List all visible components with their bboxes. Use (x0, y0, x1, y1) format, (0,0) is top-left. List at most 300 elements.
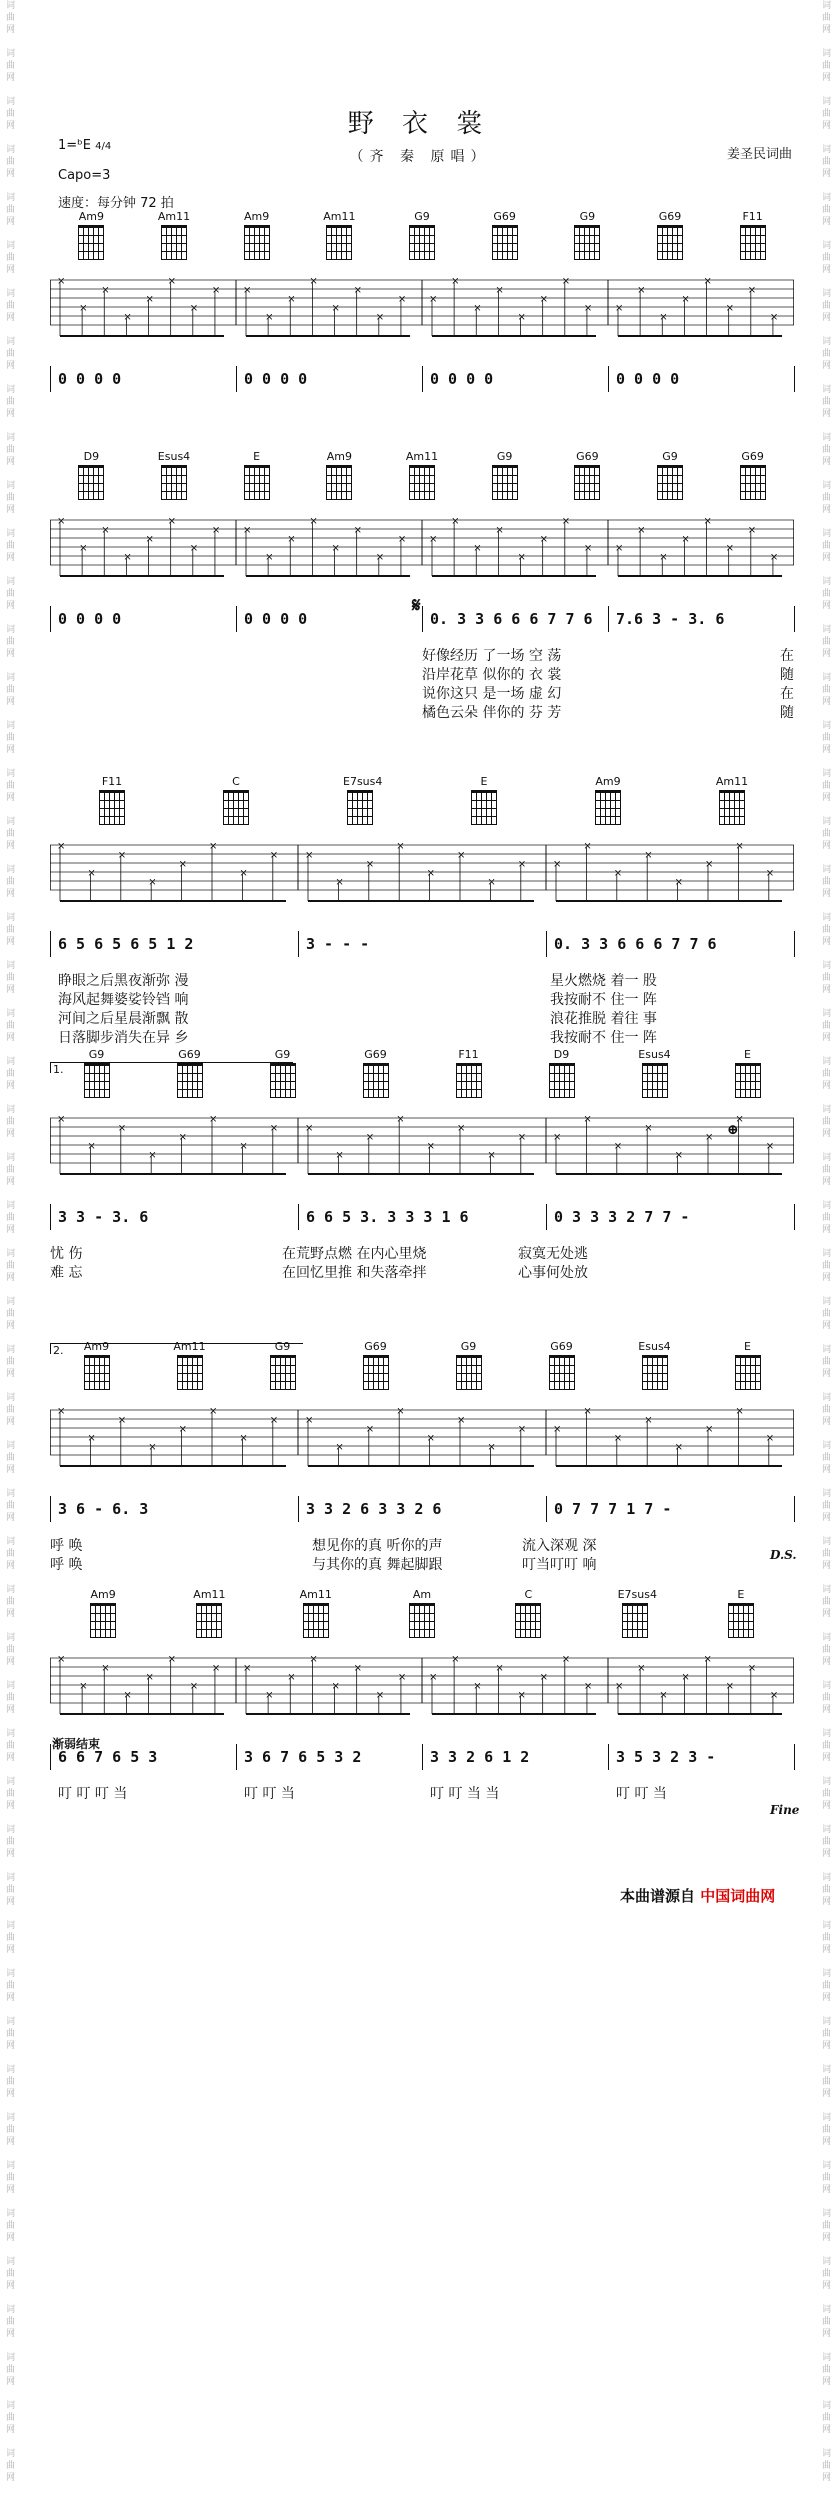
barline (422, 1744, 423, 1770)
tab-staff (50, 1406, 794, 1470)
chord-diagram (322, 210, 356, 260)
barline (236, 366, 237, 392)
chord-diagram (724, 1588, 758, 1638)
chord-name: E7sus4 (617, 1588, 657, 1601)
chord-grid (471, 790, 497, 825)
svg-text:×: × (725, 303, 735, 314)
chord-diagram (488, 210, 522, 260)
chord-grid (492, 465, 518, 500)
key-signature: 1=ᵇE 4/4 (58, 138, 112, 153)
measure: 3 3 - 3. 6 (58, 1208, 149, 1226)
barline (794, 1204, 795, 1230)
tempo: 速度：每分钟 72 拍 (58, 196, 174, 211)
chord-name: G69 (493, 210, 516, 223)
right-watermark: 词 曲 网 词 曲 网 词 曲 网 词 曲 网 词 曲 网 词 曲 网 词 曲 网 词 曲 网 词 曲 网 词 曲 网 词 曲 网 词 曲 网 词 曲 网 词 曲 网 词 曲 网 词 曲 网 词 曲 网 词 曲 网 词 曲 网 词 曲 网 词 曲 网 词 曲 网 词 曲 网 词 曲 网 词 曲 网 词 曲 网 词 曲 网 词 曲 网 词 曲 网 词 曲 网 词 曲 网 词 曲 网 词 曲 网 词 曲 网 词 曲 网 词 曲 网 词 曲 网 词 曲 网 词 曲 网 词 曲 网 词 曲 网 词 曲 网 词 曲 网 词 曲 网 词 曲 网 词 曲 网 词 曲 网 词 曲 网 词 曲 网 词 曲 网 词 曲 网 词 曲 网 (822, 1, 832, 2483)
lyric-line (50, 970, 794, 988)
svg-text:×: × (117, 1123, 127, 1134)
svg-text:×: × (305, 1123, 314, 1134)
svg-text:×: × (615, 1681, 624, 1692)
chord-diagram (322, 450, 356, 500)
lyric-segment: 在回忆里推 和失落牵拌 (282, 1265, 427, 1281)
barline (236, 606, 237, 632)
chord-diagram (570, 450, 604, 500)
chord-name: E (480, 775, 488, 788)
lyric-line (50, 1535, 794, 1553)
chord-diagram (343, 775, 383, 825)
measure: 0 0 0 0 (58, 610, 122, 628)
svg-text:×: × (765, 1433, 775, 1444)
chord-grid (456, 1355, 482, 1390)
svg-text:×: × (674, 877, 683, 888)
svg-text:×: × (397, 534, 407, 545)
chord-name: F11 (458, 1048, 479, 1061)
svg-text:×: × (209, 841, 218, 852)
lyric-segment: 河间之后星晨渐飘 散 (58, 1011, 189, 1027)
chord-name: Am11 (405, 450, 439, 463)
svg-text:×: × (265, 312, 274, 323)
chord-grid (622, 1603, 648, 1638)
jianpu-row (50, 1500, 794, 1522)
svg-text:×: × (725, 543, 735, 554)
measure: 0 0 0 0 (244, 610, 308, 628)
svg-text:×: × (539, 1672, 549, 1683)
svg-text:×: × (644, 1123, 653, 1134)
chord-grid (515, 1603, 541, 1638)
chord-grid (223, 790, 249, 825)
chord-name: G9 (662, 450, 678, 463)
chord-diagram (74, 450, 108, 500)
chord-grid (574, 465, 600, 500)
chord-name: G69 (741, 450, 764, 463)
svg-text:×: × (309, 276, 318, 287)
chord-name: Am9 (326, 450, 352, 463)
svg-text:×: × (487, 1442, 496, 1453)
svg-text:×: × (79, 303, 88, 314)
lyric-segment: 随 (780, 667, 794, 683)
lyric-segment: 海风起舞婆娑铃铛 响 (58, 992, 189, 1008)
svg-text:×: × (353, 1663, 363, 1674)
svg-text:×: × (681, 294, 690, 305)
svg-text:×: × (517, 1132, 527, 1143)
chord-diagram (545, 1048, 579, 1098)
svg-text:×: × (335, 1150, 344, 1161)
svg-text:×: × (539, 294, 549, 305)
chord-diagram (359, 1048, 393, 1098)
svg-text:×: × (659, 312, 668, 323)
chord-grid (244, 225, 270, 260)
svg-text:×: × (101, 1663, 110, 1674)
chord-row (0, 1588, 840, 1650)
footer: 本曲谱源自 中国词曲网 (620, 1887, 776, 1905)
svg-text:×: × (123, 1690, 132, 1701)
chord-name: C (232, 775, 240, 788)
chord-diagram (731, 1340, 765, 1390)
lyric-segment: 忧 伤 (50, 1246, 83, 1262)
svg-text:×: × (178, 1424, 187, 1435)
svg-text:×: × (429, 534, 438, 545)
svg-text:×: × (561, 276, 571, 287)
svg-text:×: × (243, 525, 252, 536)
chord-grid (326, 225, 352, 260)
barline (794, 366, 795, 392)
lyric-line (50, 1554, 794, 1572)
song-subtitle: （齐 秦 原唱） (349, 149, 491, 165)
svg-text:×: × (517, 1690, 526, 1701)
chord-grid (728, 1603, 754, 1638)
chord-name: Esus4 (157, 450, 191, 463)
chord-name: E7sus4 (343, 775, 383, 788)
svg-text:×: × (613, 868, 623, 879)
left-watermark: 词 曲 网 词 曲 网 词 曲 网 词 曲 网 词 曲 网 词 曲 网 词 曲 网 词 曲 网 词 曲 网 词 曲 网 词 曲 网 词 曲 网 词 曲 网 词 曲 网 词 曲 网 词 曲 网 词 曲 网 词 曲 网 词 曲 网 词 曲 网 词 曲 网 词 曲 网 词 曲 网 词 曲 网 词 曲 网 词 曲 网 词 曲 网 词 曲 网 词 曲 网 词 曲 网 词 曲 网 词 曲 网 词 曲 网 词 曲 网 词 曲 网 词 曲 网 词 曲 网 词 曲 网 词 曲 网 词 曲 网 词 曲 网 词 曲 网 词 曲 网 词 曲 网 词 曲 网 词 曲 网 词 曲 网 词 曲 网 词 曲 网 词 曲 网 词 曲 网 词 曲 网 (6, 1, 16, 2483)
chord-diagram (86, 1588, 120, 1638)
svg-text:×: × (769, 552, 779, 563)
chord-grid (84, 1355, 110, 1390)
svg-text:×: × (615, 543, 624, 554)
svg-text:×: × (747, 1663, 757, 1674)
measure: 7.6 3 - 3. 6 (616, 610, 725, 628)
svg-text:×: × (269, 850, 279, 861)
svg-text:×: × (375, 1690, 385, 1701)
chord-diagram (157, 450, 191, 500)
barline (50, 931, 51, 957)
svg-text:×: × (487, 877, 496, 888)
svg-text:×: × (375, 552, 385, 563)
chord-grid (161, 465, 187, 500)
svg-text:×: × (517, 859, 527, 870)
svg-text:×: × (396, 841, 405, 852)
barline (50, 1496, 51, 1522)
lyric-segment: 呼 唤 (50, 1557, 83, 1573)
svg-text:×: × (681, 1672, 690, 1683)
lyric-segment: 叮当叮叮 响 (522, 1557, 597, 1573)
svg-text:×: × (239, 868, 248, 879)
measure: 6 5 6 5 6 5 1 2 (58, 935, 194, 953)
chord-grid (735, 1063, 761, 1098)
svg-text:×: × (495, 525, 504, 536)
coda-sign: ⊕ (727, 1122, 739, 1138)
barline (608, 366, 609, 392)
lyric-segment: 流入深观 深 (522, 1538, 597, 1554)
svg-text:×: × (209, 1406, 218, 1417)
lyric-segment: 在荒野点燃 在内心里烧 (282, 1246, 427, 1262)
measure: 6 6 7 6 5 3 (58, 1748, 158, 1766)
jianpu-row (50, 1748, 794, 1770)
svg-text:×: × (553, 859, 562, 870)
chord-grid (244, 465, 270, 500)
chord-row (0, 450, 840, 512)
svg-text:×: × (735, 841, 744, 852)
svg-text:×: × (189, 543, 199, 554)
svg-text:×: × (331, 1681, 340, 1692)
chord-name: D9 (83, 450, 100, 463)
measure: 0 0 0 0 (616, 370, 680, 388)
chord-diagram (715, 775, 749, 825)
tab-staff (50, 516, 794, 580)
svg-text:×: × (644, 1415, 653, 1426)
barline (298, 1496, 299, 1522)
lyric-line (50, 1008, 794, 1026)
svg-text:×: × (331, 543, 340, 554)
measure: 3 3 2 6 1 2 (430, 1748, 530, 1766)
chord-name: E (744, 1048, 751, 1061)
chord-diagram (359, 1340, 393, 1390)
fine-mark: Fine (770, 1803, 800, 1817)
svg-text:×: × (765, 868, 775, 879)
chord-name: G69 (364, 1048, 387, 1061)
chord-grid (456, 1063, 482, 1098)
chord-grid (363, 1355, 389, 1390)
svg-text:×: × (365, 859, 375, 870)
measure: 0 7 7 7 1 7 - (554, 1500, 672, 1518)
chord-diagram (653, 450, 687, 500)
composer: 姜圣民词曲 (726, 147, 792, 162)
svg-text:×: × (517, 552, 526, 563)
barline (546, 931, 547, 957)
svg-text:×: × (583, 543, 593, 554)
chord-grid (326, 465, 352, 500)
svg-text:×: × (211, 525, 221, 536)
svg-text:×: × (553, 1132, 562, 1143)
svg-text:×: × (145, 1672, 154, 1683)
svg-text:×: × (397, 1672, 407, 1683)
svg-text:×: × (148, 1442, 157, 1453)
svg-text:×: × (613, 1141, 623, 1152)
lyric-line (50, 1243, 794, 1261)
svg-text:×: × (735, 1114, 744, 1125)
svg-text:×: × (309, 1654, 318, 1665)
svg-text:×: × (57, 1406, 66, 1417)
jianpu-row (50, 1208, 794, 1230)
chord-diagram (731, 1048, 765, 1098)
chord-grid (549, 1355, 575, 1390)
svg-text:×: × (211, 1663, 221, 1674)
svg-text:×: × (553, 1424, 562, 1435)
measure: 0. 3 3 6 6 6 7 7 6 (554, 935, 717, 953)
lyric-segment: 叮 叮 当 (616, 1786, 667, 1802)
lyric-segment: 想见你的真 听你的声 (312, 1538, 443, 1554)
lyric-segment: 在 (780, 648, 794, 664)
chord-row (0, 775, 840, 837)
svg-text:×: × (703, 276, 712, 287)
chord-name: Am9 (78, 210, 104, 223)
lyric-segment: 说你这只 是一场 虚 幻 (422, 686, 562, 702)
svg-text:×: × (305, 1415, 314, 1426)
svg-text:×: × (659, 1690, 668, 1701)
chord-grid (90, 1603, 116, 1638)
svg-text:×: × (561, 516, 571, 527)
svg-text:×: × (457, 1415, 466, 1426)
chord-grid (740, 225, 766, 260)
svg-text:×: × (747, 285, 757, 296)
barline (236, 1744, 237, 1770)
svg-text:×: × (495, 1663, 504, 1674)
barline (794, 1744, 795, 1770)
svg-text:×: × (309, 516, 318, 527)
svg-text:×: × (674, 1150, 683, 1161)
chord-diagram (173, 1048, 207, 1098)
chord-grid (657, 225, 683, 260)
chord-name: G69 (550, 1340, 573, 1353)
chord-grid (196, 1603, 222, 1638)
chord-grid (595, 790, 621, 825)
chord-grid (78, 225, 104, 260)
svg-text:×: × (637, 285, 646, 296)
lyric-segment: 浪花推脱 着往 事 (550, 1011, 657, 1027)
chord-name: Am11 (157, 210, 191, 223)
svg-text:×: × (123, 312, 132, 323)
chord-name: Am11 (715, 775, 749, 788)
svg-text:×: × (429, 294, 438, 305)
svg-text:×: × (123, 552, 132, 563)
svg-text:×: × (644, 850, 653, 861)
chord-diagram (405, 210, 439, 260)
svg-text:×: × (57, 1654, 66, 1665)
capo: Capo=3 (58, 168, 111, 183)
lyric-segment: 随 (780, 705, 794, 721)
svg-text:×: × (87, 1141, 96, 1152)
chord-diagram (467, 775, 501, 825)
svg-text:×: × (674, 1442, 683, 1453)
svg-text:×: × (539, 534, 549, 545)
chord-grid (99, 790, 125, 825)
svg-text:×: × (211, 285, 221, 296)
jianpu-row (50, 370, 794, 392)
chord-name: G9 (274, 1340, 291, 1353)
svg-text:×: × (265, 1690, 274, 1701)
svg-text:×: × (375, 312, 385, 323)
chord-name: F11 (742, 210, 763, 223)
svg-text:×: × (457, 1123, 466, 1134)
chord-grid (303, 1603, 329, 1638)
chord-row (0, 1048, 840, 1110)
svg-text:×: × (178, 1132, 187, 1143)
chord-diagram (617, 1588, 657, 1638)
chord-diagram (405, 450, 439, 500)
svg-text:×: × (167, 516, 177, 527)
chord-grid (719, 790, 745, 825)
measure: 3 6 - 6. 3 (58, 1500, 149, 1518)
chord-name: Am11 (193, 1588, 226, 1601)
chord-grid (549, 1063, 575, 1098)
barline (546, 1204, 547, 1230)
chord-diagram (192, 1588, 226, 1638)
svg-text:×: × (451, 516, 460, 527)
chord-grid (740, 465, 766, 500)
svg-text:×: × (335, 1442, 344, 1453)
volta-1: 1. (50, 1062, 293, 1073)
chord-grid (78, 465, 104, 500)
chord-name: C (524, 1588, 533, 1601)
chord-grid (642, 1355, 668, 1390)
footer-site[interactable]: 中国词曲网 (700, 1887, 776, 1905)
chord-diagram (219, 775, 253, 825)
svg-text:×: × (429, 1672, 438, 1683)
chord-grid (574, 225, 600, 260)
barline (794, 1496, 795, 1522)
jianpu-row (50, 610, 794, 632)
svg-text:×: × (79, 543, 88, 554)
lyric-segment: 睁眼之后黑夜渐弥 漫 (58, 973, 189, 989)
chord-grid (657, 465, 683, 500)
chord-diagram (80, 1048, 114, 1098)
chord-grid (735, 1355, 761, 1390)
lyric-segment: 叮 叮 叮 当 (58, 1786, 128, 1802)
chord-name: G9 (579, 210, 596, 223)
chord-diagram (736, 210, 770, 260)
chord-name: E (737, 1588, 745, 1601)
svg-text:×: × (451, 276, 460, 287)
svg-text:×: × (451, 1654, 460, 1665)
lyric-segment: 与其你的真 舞起脚跟 (312, 1557, 443, 1573)
svg-text:×: × (87, 868, 96, 879)
svg-text:×: × (561, 1654, 571, 1665)
svg-text:×: × (209, 1114, 218, 1125)
measure: 0 0 0 0 (58, 370, 122, 388)
chord-name: Am11 (299, 1588, 332, 1601)
chord-diagram (95, 775, 129, 825)
chord-name: G9 (274, 1048, 291, 1061)
tab-staff (50, 1114, 794, 1178)
svg-text:×: × (178, 859, 187, 870)
svg-text:×: × (87, 1433, 96, 1444)
barline (608, 606, 609, 632)
svg-text:×: × (426, 868, 435, 879)
measure: 3 - - - (306, 935, 370, 953)
fade-mark: 渐弱结束 (52, 1737, 101, 1751)
lyric-segment: 寂寞无处逃 (518, 1246, 588, 1262)
tab-staff (50, 1654, 794, 1718)
svg-text:×: × (705, 859, 714, 870)
lyric-segment: 我按耐不 住一 阵 (550, 992, 657, 1008)
chord-diagram (638, 1048, 672, 1098)
chord-diagram (299, 1588, 333, 1638)
lyric-line (50, 683, 794, 701)
lyric-segment: 好像经历 了一场 空 荡 (422, 648, 562, 664)
svg-text:×: × (517, 1424, 527, 1435)
svg-text:×: × (583, 1681, 593, 1692)
barline (50, 606, 51, 632)
tab-staff (50, 841, 794, 905)
lyric-line (50, 1027, 794, 1045)
volta-2: 2. (50, 1343, 303, 1354)
barline (794, 931, 795, 957)
svg-text:×: × (145, 294, 154, 305)
chord-diagram (240, 210, 274, 260)
chord-diagram (511, 1588, 545, 1638)
svg-text:×: × (365, 1132, 375, 1143)
chord-diagram (488, 450, 522, 500)
chord-diagram (405, 1588, 439, 1638)
lyric-segment: 日落脚步消失在异 乡 (58, 1030, 189, 1046)
measure: 0 3 3 3 2 7 7 - (554, 1208, 690, 1226)
chord-name: G9 (496, 450, 513, 463)
chord-name: Am9 (83, 1340, 110, 1353)
svg-text:×: × (637, 1663, 646, 1674)
chord-name: G69 (178, 1048, 201, 1061)
svg-text:×: × (117, 1415, 127, 1426)
svg-text:×: × (331, 303, 340, 314)
lyric-segment: 难 忘 (50, 1265, 83, 1281)
svg-text:×: × (148, 1150, 157, 1161)
barline (50, 1204, 51, 1230)
lyric-segment: 叮 叮 当 当 (430, 1786, 500, 1802)
svg-text:×: × (703, 1654, 712, 1665)
svg-text:×: × (457, 850, 466, 861)
svg-text:×: × (487, 1150, 496, 1161)
svg-text:×: × (57, 276, 66, 287)
svg-text:×: × (765, 1141, 775, 1152)
svg-text:×: × (747, 525, 757, 536)
